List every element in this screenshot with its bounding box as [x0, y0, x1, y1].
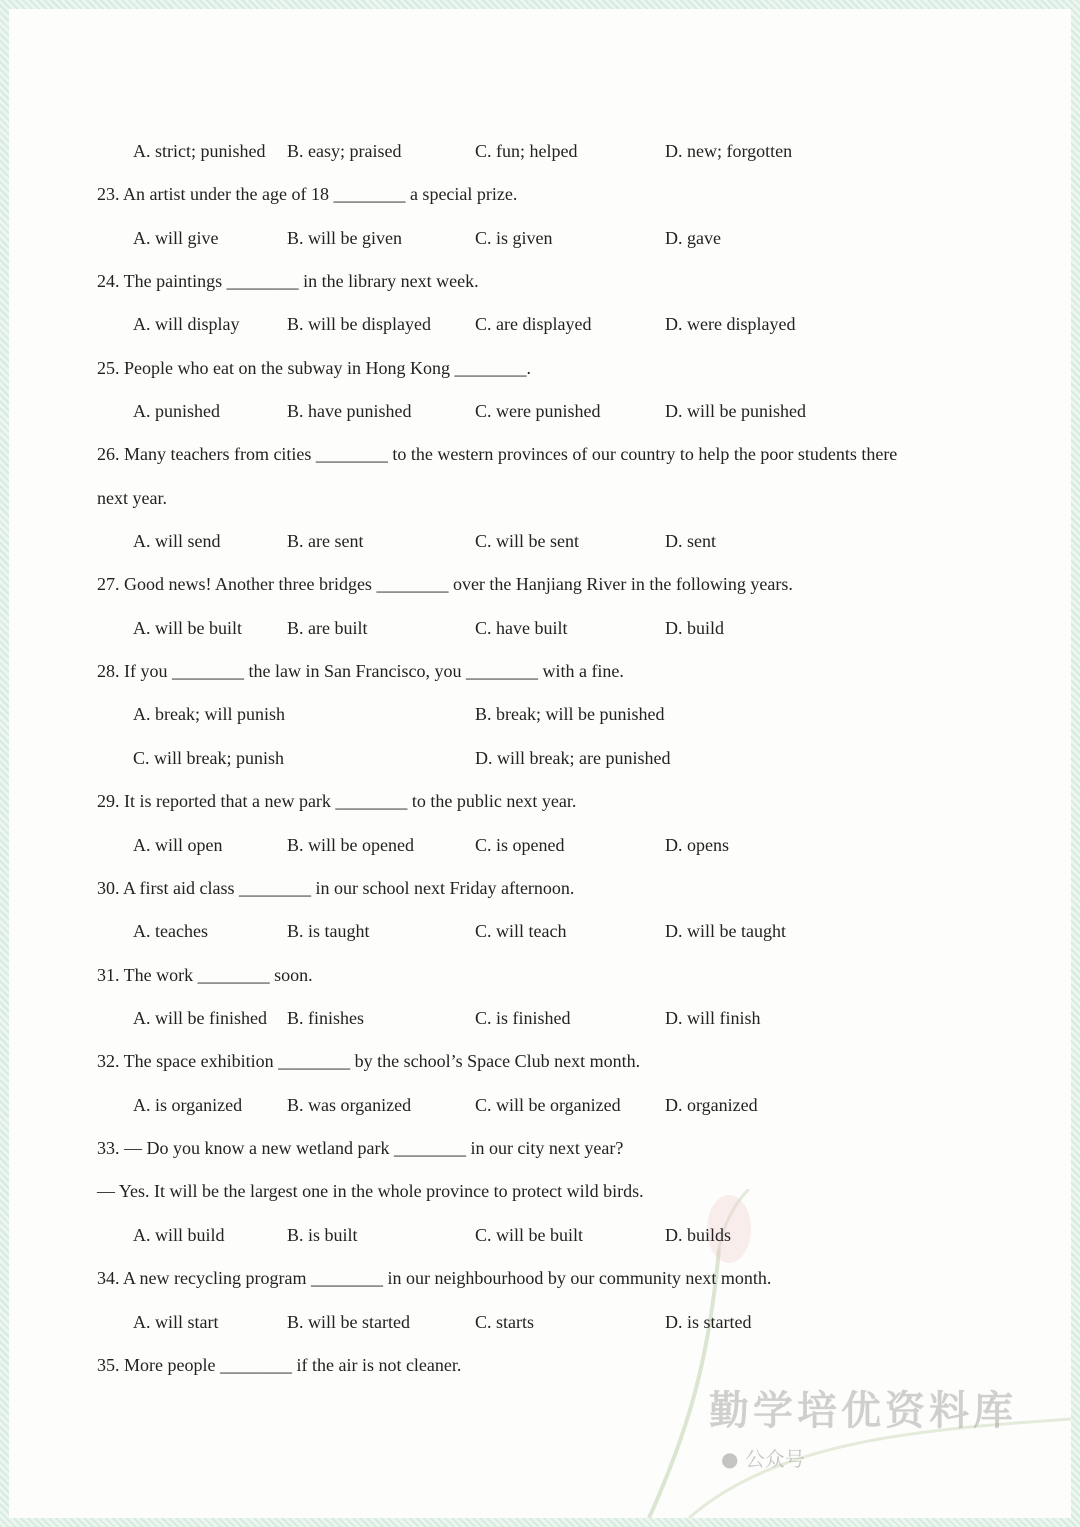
option-b[interactable]: B. will be displayed	[287, 314, 431, 334]
watermark-title: 勤学培优资料库	[709, 1388, 1017, 1434]
option-b[interactable]: B. was organized	[287, 1095, 412, 1115]
option-d[interactable]: D. organized	[665, 1095, 758, 1115]
question-28: 28. If you ________ the law in San Francisco, you ________ with a fine.	[97, 661, 624, 681]
option-a[interactable]: A. teaches	[133, 921, 208, 941]
question-33-reply: — Yes. It will be the largest one in the whole province to protect wild birds.	[97, 1181, 644, 1201]
question-24: 24. The paintings ________ in the library next week.	[97, 271, 479, 291]
option-c[interactable]: C. will be sent	[475, 531, 579, 551]
option-d[interactable]: D. will break; are punished	[475, 748, 671, 768]
option-c[interactable]: C. will teach	[475, 921, 567, 941]
question-32: 32. The space exhibition ________ by the school’s Space Club next month.	[97, 1051, 641, 1071]
option-a[interactable]: A. is organized	[133, 1095, 243, 1115]
option-d[interactable]: D. will be taught	[665, 921, 786, 941]
option-c[interactable]: C. were punished	[475, 401, 601, 421]
option-a[interactable]: A. will send	[133, 531, 221, 551]
option-a[interactable]: A. break; will punish	[133, 704, 285, 724]
option-a[interactable]: A. will start	[133, 1312, 219, 1332]
option-d[interactable]: D. will be punished	[665, 401, 806, 421]
document-page	[9, 9, 1071, 1518]
option-a[interactable]: A. will display	[133, 314, 240, 334]
option-c[interactable]: C. fun; helped	[475, 141, 578, 161]
option-d[interactable]: D. build	[665, 618, 725, 638]
watermark-subtitle-text: 公众号	[744, 1447, 805, 1471]
option-d[interactable]: D. is started	[665, 1312, 752, 1332]
question-26-continuation: next year.	[97, 488, 167, 508]
option-a[interactable]: A. will open	[133, 835, 223, 855]
option-c[interactable]: C. is finished	[475, 1008, 571, 1028]
option-c[interactable]: C. will be built	[475, 1225, 583, 1245]
option-c[interactable]: C. have built	[475, 618, 568, 638]
wechat-icon: ●	[721, 1447, 745, 1471]
option-a[interactable]: A. strict; punished	[133, 141, 266, 161]
question-29: 29. It is reported that a new park ________ to the public next year.	[97, 791, 577, 811]
option-a[interactable]: A. will be finished	[133, 1008, 267, 1028]
option-c[interactable]: C. will break; punish	[133, 748, 284, 768]
option-c[interactable]: C. is opened	[475, 835, 565, 855]
option-c[interactable]: C. is given	[475, 228, 553, 248]
option-d[interactable]: D. builds	[665, 1225, 732, 1245]
option-a[interactable]: A. will be built	[133, 618, 242, 638]
option-c[interactable]: C. will be organized	[475, 1095, 621, 1115]
question-26: 26. Many teachers from cities ________ to the western provinces of our country to help the poor students there	[97, 444, 898, 464]
option-b[interactable]: B. will be started	[287, 1312, 410, 1332]
question-23: 23. An artist under the age of 18 ________ a special prize.	[97, 184, 518, 204]
option-b[interactable]: B. are sent	[287, 531, 364, 551]
option-d[interactable]: D. opens	[665, 835, 729, 855]
option-c[interactable]: C. are displayed	[475, 314, 592, 334]
option-d[interactable]: D. will finish	[665, 1008, 761, 1028]
option-d[interactable]: D. were displayed	[665, 314, 796, 334]
option-d[interactable]: D. gave	[665, 228, 721, 248]
option-b[interactable]: B. is taught	[287, 921, 370, 941]
option-b[interactable]: B. will be given	[287, 228, 402, 248]
option-a[interactable]: A. will give	[133, 228, 219, 248]
question-30: 30. A first aid class ________ in our school next Friday afternoon.	[97, 878, 575, 898]
option-d[interactable]: D. new; forgotten	[665, 141, 793, 161]
option-d[interactable]: D. sent	[665, 531, 716, 551]
question-25: 25. People who eat on the subway in Hong Kong ________.	[97, 358, 531, 378]
option-a[interactable]: A. punished	[133, 401, 220, 421]
option-b[interactable]: B. easy; praised	[287, 141, 402, 161]
question-33: 33. — Do you know a new wetland park ________ in our city next year?	[97, 1138, 624, 1158]
option-b[interactable]: B. will be opened	[287, 835, 414, 855]
option-c[interactable]: C. starts	[475, 1312, 535, 1332]
question-31: 31. The work ________ soon.	[97, 965, 313, 985]
option-b[interactable]: B. finishes	[287, 1008, 365, 1028]
question-34: 34. A new recycling program ________ in our neighbourhood by our community next month.	[97, 1268, 772, 1288]
question-list	[9, 9, 1071, 1518]
question-35: 35. More people ________ if the air is not cleaner.	[97, 1355, 462, 1375]
option-b[interactable]: B. are built	[287, 618, 368, 638]
option-b[interactable]: B. break; will be punished	[475, 704, 665, 724]
question-27: 27. Good news! Another three bridges ________ over the Hanjiang River in the following years.	[97, 574, 793, 594]
option-b[interactable]: B. is built	[287, 1225, 358, 1245]
watermark-subtitle	[721, 1443, 805, 1472]
option-b[interactable]: B. have punished	[287, 401, 412, 421]
option-a[interactable]: A. will build	[133, 1225, 225, 1245]
